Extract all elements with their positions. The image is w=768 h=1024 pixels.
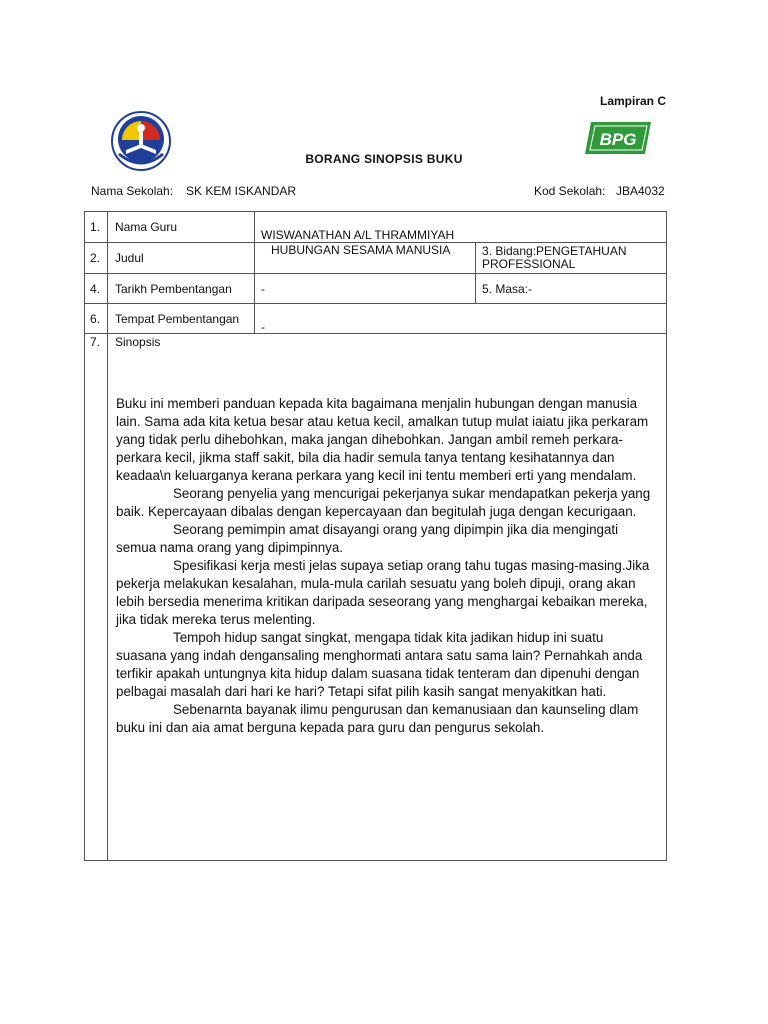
book-title-value: HUBUNGAN SESAMA MANUSIA — [271, 243, 451, 257]
presentation-date-value: - — [261, 282, 265, 296]
row-divider — [85, 303, 666, 304]
synopsis-paragraph: Tempoh hidup sangat singkat, mengapa tidak kita jadikan hidup ini suatu suasana yang indah dengansaling menghormati antara satu sama lain? Pernahkah anda terfikir apakah untungnya kita hidup dalam suasana tidak tenteram dan dipenuhi dengan pelbagai masalah dari hari ke hari? Tetapi sifat pilih kasih sangat menyakitkan hati. — [116, 630, 643, 699]
time-value: 5. Masa:- — [482, 282, 533, 296]
bpg-logo-text: BPG — [599, 130, 637, 149]
column-divider — [475, 242, 476, 303]
presentation-date-label: Tarikh Pembentangan — [115, 282, 232, 296]
teacher-name-value: WISWANATHAN A/L THRAMMIYAH — [261, 228, 455, 242]
page-title: BORANG SINOPSIS BUKU — [305, 152, 463, 166]
row-divider — [85, 273, 666, 274]
row-number: 4. — [90, 282, 101, 296]
school-name-label: Nama Sekolah: — [91, 184, 174, 198]
row-number: 7. — [90, 335, 101, 349]
title-label: Judul — [115, 251, 144, 265]
presentation-place-value: - — [261, 320, 265, 334]
synopsis-paragraph: Seorang pemimpin amat disayangi orang yang dipimpin jika dia mengingati semua nama orang yang dipimpinnya. — [116, 522, 619, 555]
column-divider — [107, 212, 108, 860]
synopsis-form-table — [84, 211, 667, 861]
synopsis-paragraph: Buku ini memberi panduan kepada kita bagaimana menjalin hubungan dengan manusia lain. Sama ada kita ketua besar atau ketua kecil, amalkan tutup mulat iaiatu jika perkaram yang tidak perlu dihebohkan, maka jangan dihebohkan. Jangan ambil remeh perkara-perkara kecil, jikma staff sakit, bila dia hadir semula tanya tentang kesihatannya dan keadaa\n keluarganya kerana perkara yang kecil ini tentu memberi erti yang mendalam. — [116, 396, 649, 483]
synopsis-paragraph: Sebenarnta bayanak ilimu pengurusan dan kemanusiaan dan kaunseling dlam buku ini dan aia amat berguna kepada para guru dan pengurus sekolah. — [116, 702, 639, 735]
column-divider — [254, 212, 255, 333]
presentation-place-label: Tempat Pembentangan — [115, 312, 240, 326]
row-number: 1. — [90, 220, 101, 234]
synopsis-body — [116, 395, 652, 737]
school-code-value: JBA4032 — [616, 184, 665, 198]
row-divider — [85, 333, 666, 334]
field-value: 3. Bidang:PENGETAHUAN PROFESSIONAL — [482, 244, 627, 271]
row-number: 6. — [90, 312, 101, 326]
row-number: 2. — [90, 251, 101, 265]
school-code-label: Kod Sekolah: — [534, 184, 606, 198]
synopsis-paragraph: Spesifikasi kerja mesti jelas supaya setiap orang tahu tugas masing-masing.Jika pekerja melakukan kesalahan, mula-mula carilah sesuatu yang boleh dipuji, orang akan lebih bersedia menerima kritikan daripada seseorang yang menghargai kebaikan mereka, jika tidak mereka terus melenting. — [116, 558, 650, 627]
synopsis-label: Sinopsis — [115, 335, 161, 349]
teacher-name-label: Nama Guru — [115, 220, 178, 234]
synopsis-paragraph: Seorang penyelia yang mencurigai pekerjanya sukar mendapatkan pekerja yang baik. Kepercayaan dibalas dengan kepercayaan dan begitulah juga dengan kecurigaan. — [116, 486, 651, 519]
lampiran-label: Lampiran C — [600, 94, 667, 108]
school-name-value: SK KEM ISKANDAR — [186, 184, 297, 198]
